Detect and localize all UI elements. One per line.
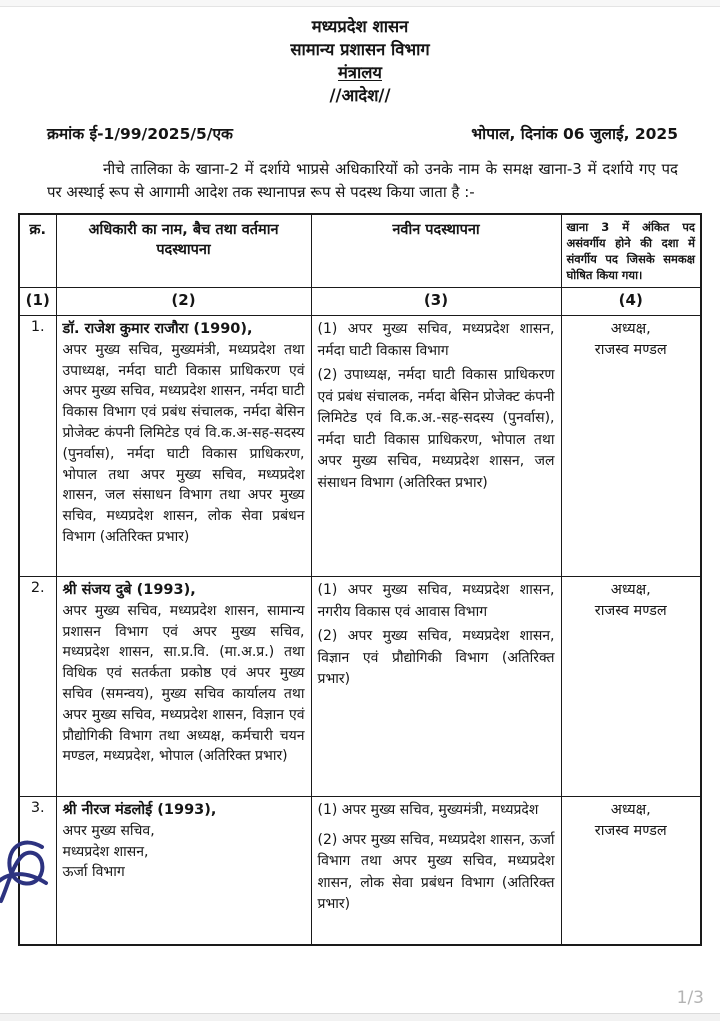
table-header-row	[19, 214, 701, 288]
new-posting-item: (2) अपर मुख्य सचिव, मध्यप्रदेश शासन, विज्ञान एवं प्रौद्योगिकी विभाग (अतिरिक्त प्रभार)	[317, 628, 555, 687]
new-posting-item: (1) अपर मुख्य सचिव, मध्यप्रदेश शासन, नगरीय विकास एवं आवास विभाग	[317, 582, 555, 620]
place-and-date: भोपाल, दिनांक 06 जुलाई, 2025	[471, 125, 678, 143]
new-posting-cell	[311, 316, 561, 577]
officer-current-posting: अपर मुख्य सचिव, मुख्यमंत्री, मध्यप्रदेश तथा उपाध्यक्ष, नर्मदा घाटी विकास प्राधिकरण एवं अपर मुख्य सचिव, मध्यप्रदेश शासन, नर्मदा घाटी विकास विभाग एवं प्रबंध संचालक, नर्मदा बेसिन प्रोजेक्ट कंपनी लिमिटेड एवं वि.क.अ-सह-सदस्य (पुनर्वास), नर्मदा घाटी विकास प्राधिकरण, भोपाल तथा अपर मुख्य सचिव, मध्यप्रदेश शासन, जल संसाधन विभाग तथा अपर मुख्य सचिव, मध्यप्रदेश शासन, लोक सेवा प्रबंधन विभाग (अतिरिक्त प्रभार)	[62, 341, 305, 545]
header-department: सामान्य प्रशासन विभाग	[290, 40, 430, 59]
reference-row	[47, 122, 678, 144]
header-mantralaya: मंत्रालय	[337, 63, 382, 82]
column-number-2: (2)	[56, 288, 311, 316]
column-number-3: (3)	[311, 288, 561, 316]
new-posting-item: (2) अपर मुख्य सचिव, मध्यप्रदेश शासन, ऊर्जा विभाग तथा अपर मुख्य सचिव, मध्यप्रदेश शासन, लोक सेवा प्रबंधन विभाग (अतिरिक्त प्रभार)	[317, 831, 555, 912]
equivalent-post-line: राजस्व मण्डल	[594, 603, 667, 619]
col-header-equivalent: खाना 3 में अंकित पद असंवर्गीय होने की दशा में संवर्गीय पद जिसके समकक्ष घोषित किया गया।	[561, 214, 701, 288]
equivalent-post-cell	[561, 316, 701, 577]
table-row	[19, 316, 701, 577]
officer-current-posting-cell	[56, 577, 311, 797]
new-posting-cell	[311, 577, 561, 797]
header-order-title: //आदेश//	[329, 86, 391, 105]
officer-current-posting-cell	[56, 797, 311, 945]
col-header-officer: अधिकारी का नाम, बैच तथा वर्तमान पदस्थापना	[56, 214, 311, 288]
document-page	[0, 7, 720, 946]
officer-current-posting: अपर मुख्य सचिव, मध्यप्रदेश शासन, सामान्य प्रशासन विभाग एवं अपर मुख्य सचिव, मध्यप्रदेश शासन, सा.प्र.वि. (मा.अ.प्र.) तथा विधिक एवं सतर्कता प्रकोष्ठ एवं अपर मुख्य सचिव (समन्वय), मुख्य सचिव कार्यालय तथा अपर मुख्य सचिव, मध्यप्रदेश शासन, विज्ञान एवं प्रौद्योगिकी विभाग तथा अध्यक्ष, कर्मचारी चयन मण्डल, मध्यप्रदेश, भोपाल (अतिरिक्त प्रभार)	[62, 602, 305, 765]
new-posting-item: (2) उपाध्यक्ष, नर्मदा घाटी विकास प्राधिकरण एवं प्रबंध संचालक, नर्मदा बेसिन प्रोजेक्ट कंपनी लिमिटेड एवं वि.क.अ.-सह-सदस्य (पुनर्वास), नर्मदा घाटी विकास प्राधिकरण, भोपाल तथा अपर मुख्य सचिव, मध्यप्रदेश शासन, जल संसाधन विभाग (अतिरिक्त प्रभार)	[317, 367, 555, 491]
officer-name: श्री नीरज मंडलोई (1993),	[62, 802, 217, 818]
equivalent-post-line: अध्यक्ष,	[610, 321, 651, 337]
page-bottom-edge	[0, 1013, 720, 1021]
officer-current-posting: मध्यप्रदेश शासन,	[62, 843, 149, 860]
equivalent-post-line: राजस्व मण्डल	[594, 823, 667, 839]
column-number-row	[19, 288, 701, 316]
serial-number: 1.	[19, 316, 56, 577]
table-row	[19, 577, 701, 797]
table-row	[19, 797, 701, 945]
equivalent-post-line: राजस्व मण्डल	[594, 342, 667, 358]
page-number: 1/3	[676, 988, 704, 1008]
equivalent-post-cell	[561, 577, 701, 797]
officer-current-posting: ऊर्जा विभाग	[62, 864, 125, 881]
equivalent-post-line: अध्यक्ष,	[610, 582, 651, 598]
document-header	[0, 15, 720, 107]
equivalent-post-cell	[561, 797, 701, 945]
officer-current-posting-cell	[56, 316, 311, 577]
col-header-serial: क्र.	[19, 214, 56, 288]
new-posting-item: (1) अपर मुख्य सचिव, मुख्यमंत्री, मध्यप्रदेश	[317, 802, 539, 818]
officer-name: डॉ. राजेश कुमार राजौरा (1990),	[62, 321, 253, 337]
reference-number: क्रमांक ई-1/99/2025/5/एक	[47, 125, 233, 143]
column-number-4: (4)	[561, 288, 701, 316]
new-posting-item: (1) अपर मुख्य सचिव, मध्यप्रदेश शासन, नर्मदा घाटी विकास विभाग	[317, 321, 555, 359]
equivalent-post-line: अध्यक्ष,	[610, 802, 651, 818]
intro-paragraph: नीचे तालिका के खाना-2 में दर्शाये भाप्रसे अधिकारियों को उनके नाम के समक्ष खाना-3 में दर्शाये गए पद पर अस्थाई रूप से आगामी आदेश तक स्थानापन्न रूप से पदस्थ किया जाता है :-	[47, 160, 678, 201]
serial-number: 3.	[19, 797, 56, 945]
officer-name: श्री संजय दुबे (1993),	[62, 582, 196, 598]
col-header-new-posting: नवीन पदस्थापना	[311, 214, 561, 288]
new-posting-cell	[311, 797, 561, 945]
officer-current-posting: अपर मुख्य सचिव,	[62, 822, 155, 839]
column-number-1: (1)	[19, 288, 56, 316]
header-government: मध्यप्रदेश शासन	[311, 17, 409, 36]
serial-number: 2.	[19, 577, 56, 797]
officers-posting-table	[18, 213, 702, 946]
page-top-edge	[0, 0, 720, 7]
